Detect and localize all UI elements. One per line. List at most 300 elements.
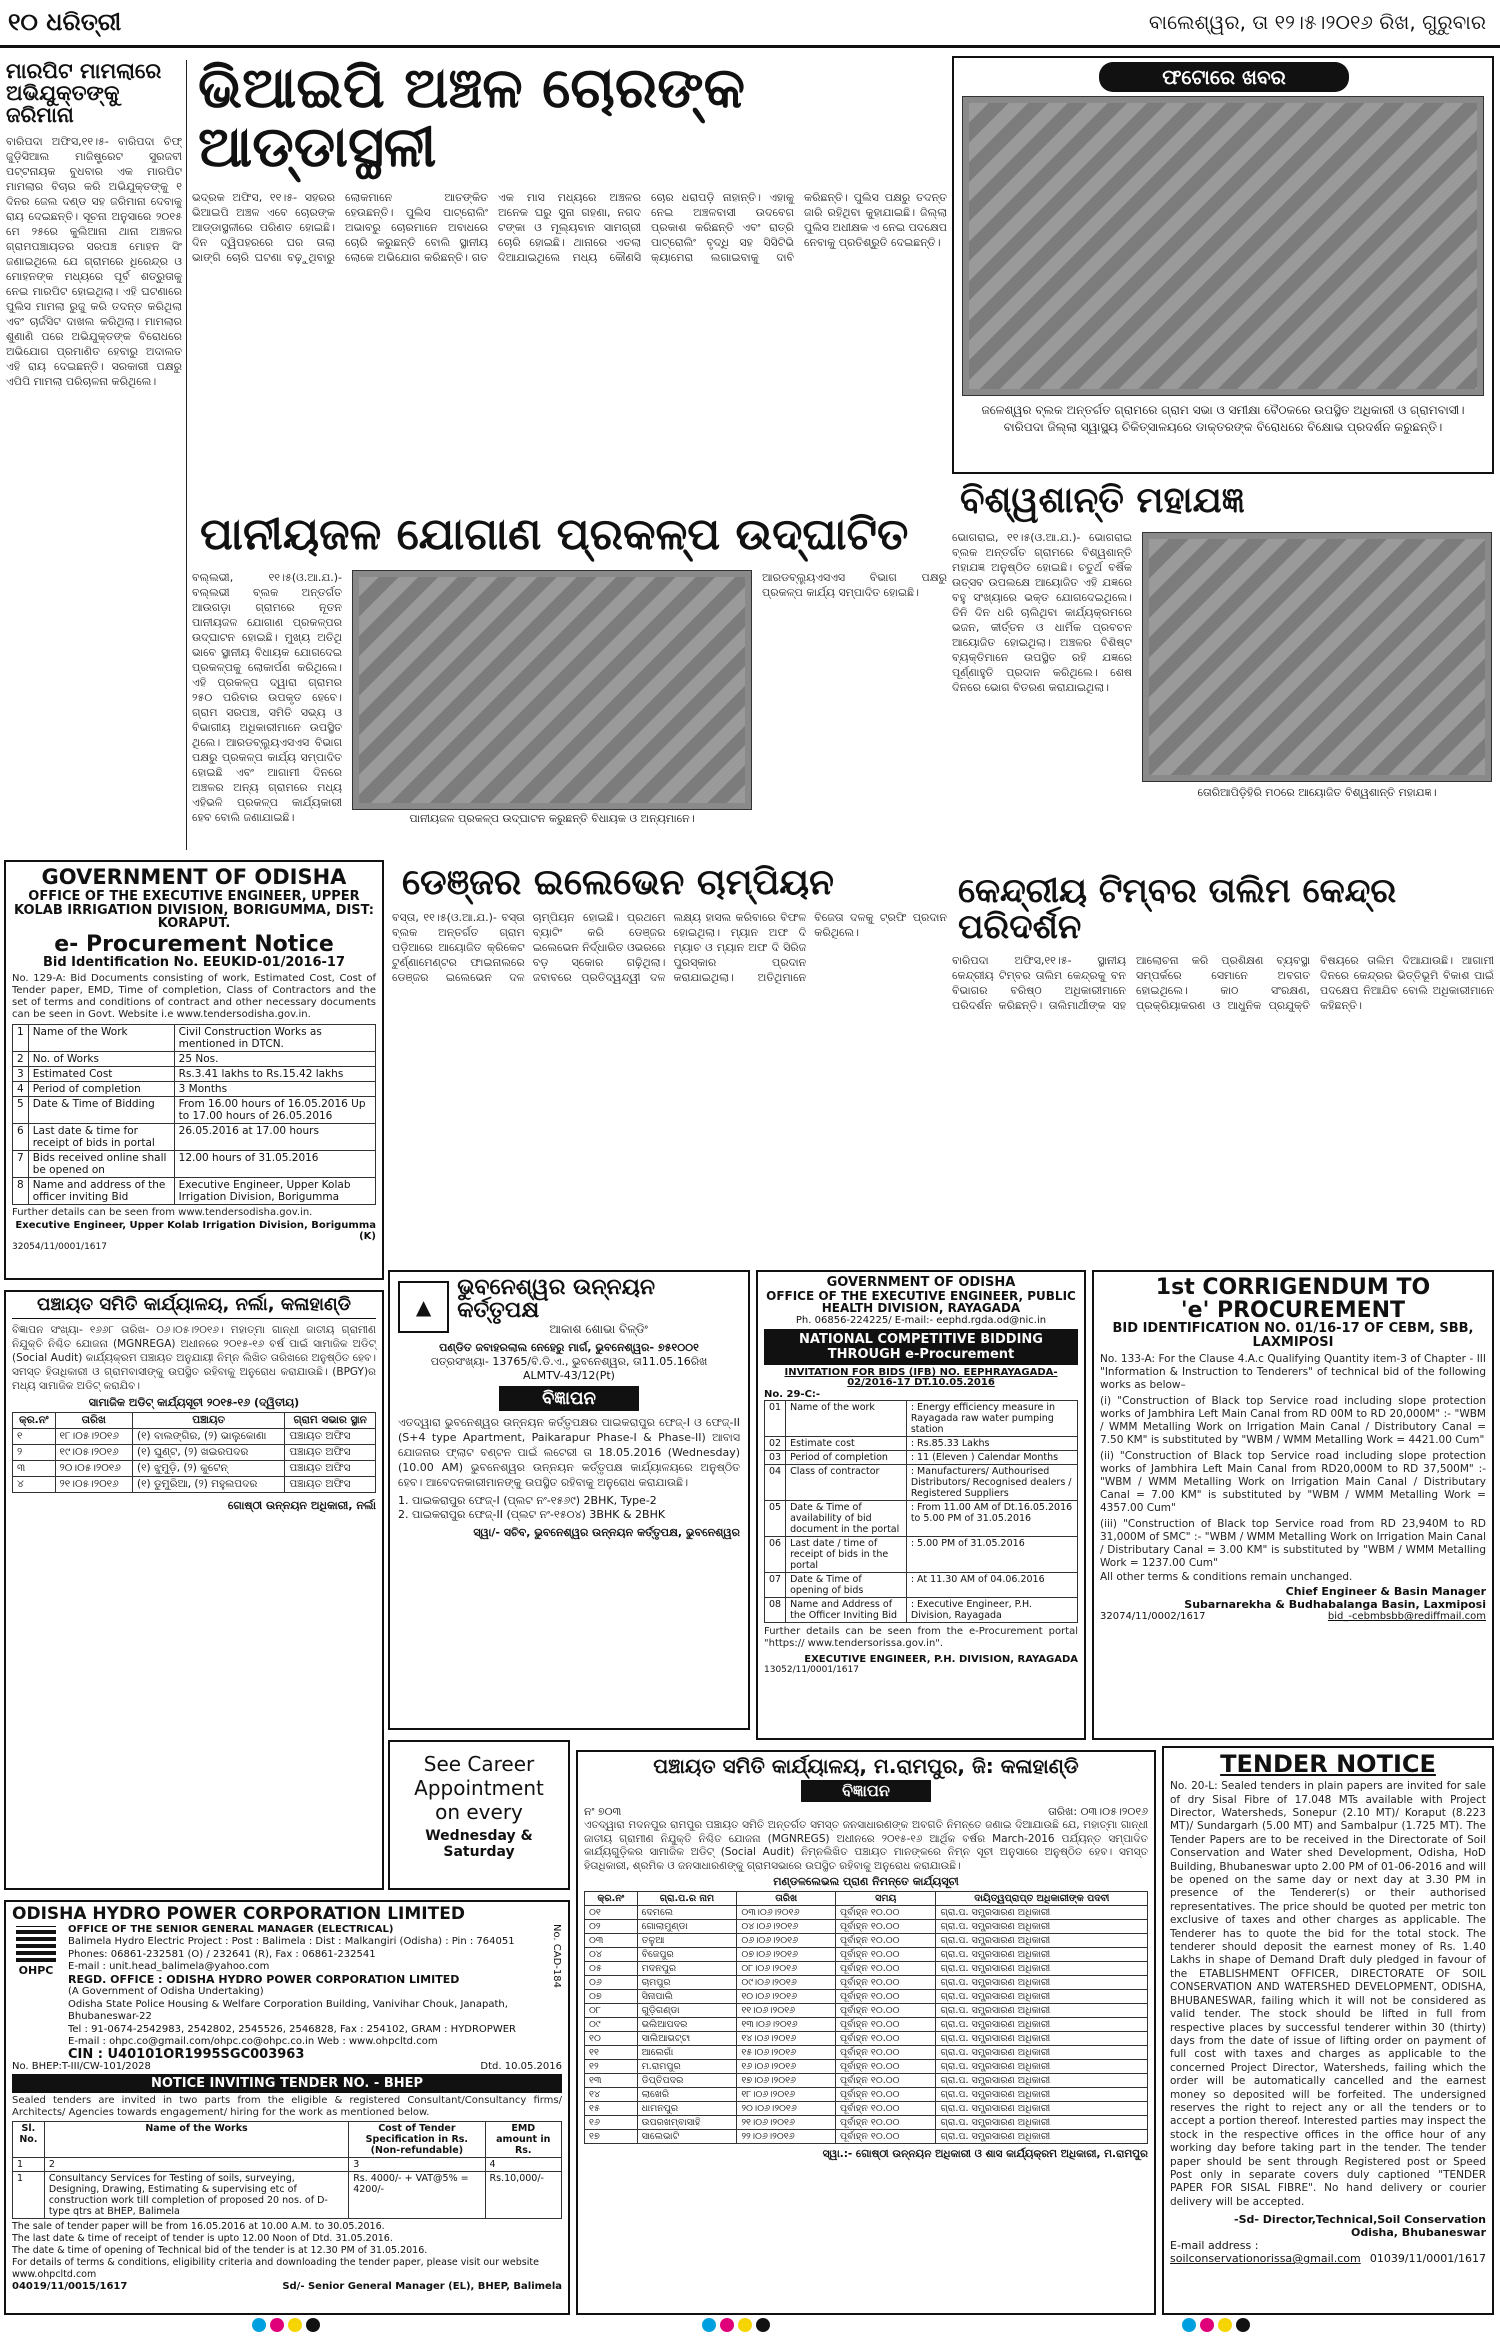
kolab-ref: 32054/11/0001/1617 — [12, 1241, 107, 1252]
mrampur-row — [585, 2073, 1148, 2087]
registration-marks-mid — [700, 2317, 772, 2331]
ohpc-foot3: The date & time of opening of Technical bid of the tender is at 12.30 PM of 31.05.2016. — [12, 2245, 428, 2257]
page-number: ୧୦ ଧରିତ୍ରୀ — [8, 8, 122, 36]
table-cell: ଗ୍ରା.ପ. ସମ୍ପ୍ରସାରଣ ଅଧିକାରୀ — [936, 1947, 1148, 1961]
table-cell: ପୂର୍ବାହ୍ନ ୧୦.୦୦ — [836, 2129, 936, 2143]
table-cell: ପୂର୍ବାହ୍ନ ୧୦.୦୦ — [836, 1975, 936, 1989]
table-cell: ତଳୁଆ — [637, 1933, 737, 1947]
table-cell: (୧) ଘୁଣ୍ଟ, (୨) ଖଇରପଦର — [132, 1445, 284, 1461]
kolab-row — [13, 1150, 376, 1177]
kolab-row — [13, 1081, 376, 1096]
career-line3: on every — [435, 1800, 523, 1824]
mrampur-table-title: ମଣ୍ଡଳଲେଭଲ ପ୍ରାଣ ନିମନ୍ତେ କାର୍ଯ୍ୟସୂଚୀ — [773, 1875, 959, 1888]
phd-sign: EXECUTIVE ENGINEER, P.H. DIVISION, RAYAGADA — [804, 1653, 1078, 1665]
table-cell: ୧ — [13, 1429, 56, 1445]
table-cell: ମଦନପୁର — [637, 1961, 737, 1975]
ohpc-sign: 04019/11/0015/1617 Sd/- Senior General Manager (EL), BHEP, Balimela — [12, 2281, 562, 2293]
table-cell: 3 — [349, 2158, 485, 2172]
kolab-row — [13, 1066, 376, 1081]
table-cell: ୧୧।୦୬।୨୦୧୬ — [737, 2003, 836, 2017]
table-cell: ଦେମଲେ — [637, 1905, 737, 1919]
photo-news — [952, 56, 1494, 474]
mrampur-row — [585, 1961, 1148, 1975]
ad-ohpc — [4, 1900, 570, 2315]
mrampur-row — [585, 1989, 1148, 2003]
dateline: ବାଲେଶ୍ୱର, ତା ୧୨।୫।୨୦୧୬ ରିଖ, ଗୁରୁବାର — [1148, 10, 1486, 34]
table-cell: ଗ୍ରା.ପ. ସମ୍ପ୍ରସାରଣ ଅଧିକାରୀ — [936, 2115, 1148, 2129]
tender-email: soilconservationorissa@gmail.com 01039/11/0001/1617 — [1170, 2252, 1486, 2266]
table-cell: : At 11.30 AM of 04.06.2016 — [906, 1572, 1077, 1597]
phd-row — [765, 1436, 1078, 1450]
ohpc-office: OFFICE OF THE SENIOR GENERAL MANAGER (ELECTRICAL) — [68, 1923, 394, 1935]
tender-sign1: -Sd- Director,Technical,Soil Conservation — [1234, 2213, 1486, 2227]
mrampur-row — [585, 1933, 1148, 1947]
table-header-cell: Name of the Works — [44, 2122, 348, 2158]
narla-row — [13, 1445, 376, 1461]
table-cell: Name of the work — [786, 1400, 907, 1436]
table-cell: ପଞ୍ଚାୟତ ଅଫିସ — [285, 1461, 376, 1477]
table-cell: Name of the Work — [28, 1024, 174, 1051]
table-cell: ପୂର୍ବାହ୍ନ ୧୦.୦୦ — [836, 2017, 936, 2031]
table-cell: 2 — [44, 2158, 348, 2172]
table-cell: ପୂର୍ବାହ୍ନ ୧୦.୦୦ — [836, 1989, 936, 2003]
table-cell: ୧୭।୦୬।୨୦୧୬ — [737, 2073, 836, 2087]
table-cell: ୦୨ — [585, 1919, 638, 1933]
table-cell: ଗ୍ରା.ପ. ସମ୍ପ୍ରସାରଣ ଅଧିକାରୀ — [936, 2073, 1148, 2087]
table-cell: (୧) ବାଲଙ୍ଗିର, (୨) ଭାଲୁକୋଣା — [132, 1429, 284, 1445]
table-cell: ଗ୍ରା.ପ. ସମ୍ପ୍ରସାରଣ ଅଧିକାରୀ — [936, 1905, 1148, 1919]
table-cell: ୧୧ — [585, 2045, 638, 2059]
table-cell: 08 — [765, 1597, 786, 1622]
table-cell: 12.00 hours of 31.05.2016 — [174, 1150, 375, 1177]
table-cell: ଗ୍ରା.ପ. ସମ୍ପ୍ରସାରଣ ଅଧିକାରୀ — [936, 2087, 1148, 2101]
table-cell: ୧୦ — [585, 2031, 638, 2045]
career-line4: Wednesday & Saturday — [425, 1828, 533, 1860]
ohpc-ad-no: No. CAD-184 — [551, 1923, 562, 1988]
table-cell: 04 — [765, 1464, 786, 1500]
mrampur-row — [585, 1905, 1148, 1919]
kolab-bid-id: Bid Identification No. EEUKID-01/2016-17 — [42, 955, 345, 971]
kolab-sign: Executive Engineer, Upper Kolab Irrigation Division, Borigumma (K) — [15, 1219, 376, 1242]
tender-body: No. 20-L: Sealed tenders in plain papers are invited for sale of dry Sisal Fibre of 17.048 MTs available with Project Director, Watersheds, Sonepur (2.10 MT)/ Koraput (8.223 MT)/ Sundargarh (5.00 MT) and Sambalpur (1.725 MT). The Tender Papers are to be received in the Directorate of Soil Conservation and Water shed Development, Odisha, HoD Building, Bhubaneswar upto 2.00 PM of 01-06-2016 and will be opened on the same day or next day at 3.30 PM in presence of the Tenderer(s) or their authorised representatives. The price should be quoted per metric ton exclusive of taxes and other charges as applicable. The Tenderer has to quote the bid for the total stock. The tenderer should deposit the earnest money of Rs. 1.40 Lakhs in shape of Demand Draft duly pledged in favour of the ETABLISHMENT OFFICER, DIRECTORATE OF SOIL CONSERVATION AND WATERSHED DEVELOPMENT, ODISHA, BHUBANESWAR, failing which it will not be considered as valid tender. The stock should be lifted in full from respective places by successful tenderer within 30 (thirty) days from the date of issue of lifting order on payment of full cost with taxes and charges as applicable to the concerned Project Director, Watersheds, failing which the order will be automatically cancelled and the earnest money so deposited will be forfeited. The undersigned reserves the right to reject any or all the tenders or to accept a portion thereof. Interested parties may inspect the stock in the respective offices in the office hour of any working day before taking part in the tender. The tender paper should be sent through Registered post or Speed Post only in separate covers duly captioned "TENDER PAPER FOR SISAL FIBRE". No hand delivery or courier delivery will be accepted. — [1170, 1780, 1486, 2208]
mrampur-title: ପଞ୍ଚାୟତ ସମିତି କାର୍ଯ୍ୟାଳୟ, ମ.ରାମପୁର, ଜି: କଳାହାଣ୍ଡି — [653, 1754, 1079, 1778]
table-cell: ପୂର୍ବାହ୍ନ ୧୦.୦୦ — [836, 2073, 936, 2087]
kolab-title2: OFFICE OF THE EXECUTIVE ENGINEER, UPPER KOLAB IRRIGATION DIVISION, BORIGUMMA, DIST: KORAPUT. — [13, 889, 375, 932]
ohpc-tel: Tel : 91-0674-2542983, 2542802, 2545526, 2546828, Fax : 254102, GRAM : HYDROPWER — [68, 2023, 516, 2035]
table-cell: ଚାମପୁର — [637, 1975, 737, 1989]
registration-marks-left — [250, 2317, 322, 2331]
table-cell: ଧାମନପୁର — [637, 2101, 737, 2115]
ohpc-regd: REGD. OFFICE : ODISHA HYDRO POWER CORPORATION LIMITED — [68, 1972, 460, 1986]
table-cell: ୧୩।୦୬।୨୦୧୬ — [737, 2017, 836, 2031]
registration-marks-right — [1180, 2317, 1252, 2331]
table-cell: Rs. 4000/- + VAT@5% = 4200/- — [349, 2172, 485, 2219]
table-cell: ୧୭ — [585, 2129, 638, 2143]
table-header-cell: Cost of Tender Specification in Rs. (Non-refundable) — [349, 2122, 485, 2158]
ohpc-project: Balimela Hydro Electric Project : Post : Balimela : Dist : Malkangiri (Odisha) : Pin : 764051 — [68, 1936, 515, 1948]
table-cell: ୧୮।୦୬।୨୦୧୬ — [737, 2087, 836, 2101]
ad-narla — [4, 1290, 384, 1890]
mrampur-row — [585, 2129, 1148, 2143]
phd-row — [765, 1400, 1078, 1436]
kolab-row — [13, 1051, 376, 1066]
table-cell: ପୂର୍ବାହ୍ନ ୧୦.୦୦ — [836, 2031, 936, 2045]
yagna-story — [952, 480, 1494, 865]
water-body-2: ଆରଡବ୍ଲ୍ୟୁଏସଏସ ବିଭାଗ ପକ୍ଷରୁ ପ୍ରକଳ୍ପ କାର୍ଯ୍ୟ ସମ୍ପାଦିତ ହୋଇଛି। — [762, 571, 947, 599]
table-cell: ବିଜେପୁର — [637, 1947, 737, 1961]
table-cell: Name and Address of the Officer Inviting Bid — [786, 1597, 907, 1622]
table-cell: 6 — [13, 1123, 29, 1150]
corr-foot: All other terms & conditions remain unchanged. — [1100, 1571, 1353, 1584]
table-cell: Executive Engineer, Upper Kolab Irrigation Division, Borigumma — [174, 1177, 375, 1204]
table-cell: 5 — [13, 1096, 29, 1123]
corr-sign1: Chief Engineer & Basin Manager — [1285, 1585, 1486, 1599]
kolab-title1: GOVERNMENT OF ODISHA — [41, 865, 347, 889]
table-header-cell: EMD amount in Rs. — [485, 2122, 561, 2158]
mrampur-row — [585, 2045, 1148, 2059]
narla-table-title: ସାମାଜିକ ଅଡିଟ୍ କାର୍ଯ୍ୟସୂଚୀ ୨୦୧୫-୧୬ (ଦ୍ୱିତୀୟ) — [88, 1395, 300, 1409]
phd-row — [765, 1450, 1078, 1464]
table-cell: Name and address of the officer inviting Bid — [28, 1177, 174, 1204]
bda-item-2: 2. ପାଇକରାପୁର ଫେଜ୍-II (ପ୍ଲଟ ନଂ-୧୫୦୪) 3BHK & 2BHK — [398, 1508, 666, 1522]
ohpc-govt: (A Government of Odisha Undertaking) — [68, 1986, 264, 1998]
table-cell: 05 — [765, 1500, 786, 1536]
bda-title: ଭୁବନେଶ୍ୱର ଉନ୍ନୟନ କର୍ତ୍ତୃପକ୍ଷ — [457, 1275, 655, 1324]
narla-table — [12, 1412, 376, 1493]
phd-contact: Ph. 06856-224225/ E-mail:- eephd.rgda.od@nic.in — [795, 1314, 1047, 1326]
table-header-cell: ଗ୍ରା.ପ.ର ନାମ — [637, 1891, 737, 1905]
table-cell: ପୂର୍ବାହ୍ନ ୧୦.୦୦ — [836, 1933, 936, 1947]
kolab-row — [13, 1096, 376, 1123]
table-cell: ଆଲେଗାଁ — [637, 2045, 737, 2059]
table-cell: ଗ୍ରା.ପ. ସମ୍ପ୍ରସାରଣ ଅଧିକାରୀ — [936, 2045, 1148, 2059]
table-header-cell: ଗ୍ରାମ ସଭାର ସ୍ଥାନ — [285, 1413, 376, 1429]
tender-title: TENDER NOTICE — [1220, 1750, 1436, 1778]
table-cell: ୦୪ — [585, 1947, 638, 1961]
corr-ref: 32074/11/0002/1617 bid_-cebmbsbb@rediffmail.com — [1100, 1611, 1486, 1623]
table-cell: ୧୫ — [585, 2101, 638, 2115]
mrampur-sign: ସ୍ୱା.:- ଗୋଷ୍ଠୀ ଉନ୍ନୟନ ଅଧିକାରୀ ଓ ଶାସ କାର୍ଯ୍ୟକ୍ରମ ଅଧିକାରୀ, ମ.ରାମପୁର — [822, 2147, 1148, 2160]
table-cell: : Executive Engineer, P.H. Division, Rayagada — [906, 1597, 1077, 1622]
table-cell: ଗ୍ରା.ପ. ସମ୍ପ୍ରସାରଣ ଅଧିକାରୀ — [936, 1919, 1148, 1933]
ohpc-foot1: The sale of tender paper will be from 16.05.2016 at 10.00 A.M. to 30.05.2016. — [12, 2221, 385, 2233]
table-cell: ୦୬।୦୬।୨୦୧୬ — [737, 1933, 836, 1947]
table-cell: ୧୨ — [585, 2059, 638, 2073]
table-cell: ଗୋଲାମୁଣ୍ଡା — [637, 1919, 737, 1933]
table-cell: ସାଲେଭାଟି — [637, 2129, 737, 2143]
corr-bid: BID IDENTIFICATION NO. 01/16-17 OF CEBM, SBB, LAXMIPOSI — [1112, 1321, 1474, 1350]
corr-intro: No. 133-A: For the Clause 4.A.c Qualifying Quantity item-3 of Chapter - III "Information & Instruction to Tenderers" of technical bid of the following works as below– — [1100, 1353, 1486, 1392]
table-cell: Date & Time of Bidding — [28, 1096, 174, 1123]
table-cell: 07 — [765, 1572, 786, 1597]
table-cell: ଗ୍ରା.ପ. ସମ୍ପ୍ରସାରଣ ଅଧିକାରୀ — [936, 2129, 1148, 2143]
bda-body: ଏତଦ୍ୱାରା ଭୁବନେଶ୍ୱର ଉନ୍ନୟନ କର୍ତ୍ତୃପକ୍ଷର ପାଇକରାପୁର ଫେଜ୍-I ଓ ଫେଜ୍-II (S+4 type Apartment, Paikarapur Phase-I & Phase-II) ଆବାସ ଯୋଜନାର ଫ୍ଲାଟ ବଣ୍ଟନ ପାଇଁ ଲଟେରୀ ତା 18.05.2016 (Wednesday) (10.00 AM) ଭୁବନେଶ୍ୱର ଉନ୍ନୟନ କର୍ତ୍ତୃପକ୍ଷ କାର୍ଯ୍ୟାଳୟରେ ଅନୁଷ୍ଠିତ ହେବ। ଆବେଦନକାରୀମାନଙ୍କୁ ଉପସ୍ଥିତ ରହିବାକୁ ଅନୁରୋଧ କରାଯାଉଛି। — [398, 1416, 740, 1490]
table-cell: ୨ — [13, 1445, 56, 1461]
table-cell: ୦୧ — [585, 1905, 638, 1919]
table-cell: ଭଲିଆପଦର — [637, 2017, 737, 2031]
table-cell: ଉପରଖମ୍ବାସାହି — [637, 2115, 737, 2129]
bda-notice-label: ବିଜ୍ଞାପନ — [499, 1386, 639, 1411]
phd-ref: 13052/11/0001/1617 — [764, 1664, 859, 1675]
table-cell: ଗ୍ରା.ପ. ସମ୍ପ୍ରସାରଣ ଅଧିକାରୀ — [936, 2059, 1148, 2073]
table-cell: ପୂର୍ବାହ୍ନ ୧୦.୦୦ — [836, 1961, 936, 1975]
yagna-body: ଭୋଗରାଇ, ୧୧।୫(ଓ.ଆ.ଯ.)- ଭୋଗରାଇ ବ୍ଲକ ଅନ୍ତର୍ଗତ ଗ୍ରାମରେ ବିଶ୍ୱଶାନ୍ତି ମହାଯଜ୍ଞ ଅନୁଷ୍ଠିତ ହୋଇଛି। ଚତୁର୍ଥ ବର୍ଷିକ ଉତ୍ସବ ଉପଲକ୍ଷେ ଆୟୋଜିତ ଏହି ଯଜ୍ଞରେ ବହୁ ସଂଖ୍ୟାରେ ଭକ୍ତ ଯୋଗଦେଇଥିଲେ। ତିନି ଦିନ ଧରି ଚାଲିଥିବା କାର୍ଯ୍ୟକ୍ରମରେ ଭଜନ, କୀର୍ତ୍ତନ ଓ ଧାର୍ମିକ ପ୍ରବଚନ ଆୟୋଜିତ ହୋଇଥିଲା। ଅଞ୍ଚଳର ବିଶିଷ୍ଟ ବ୍ୟକ୍ତିମାନେ ଉପସ୍ଥିତ ରହି ଯଜ୍ଞରେ ପୂର୍ଣ୍ଣାହୁତି ପ୍ରଦାନ କରିଥିଲେ। ଶେଷ ଦିନରେ ଭୋଗ ବିତରଣ କରାଯାଇଥିଲା। — [952, 531, 1132, 694]
lead-headline: ଭିଆଇପି ଅଞ୍ଚଳ ଚୋରଙ୍କ ଆଡ୍ଡାସ୍ଥଳୀ — [198, 56, 746, 180]
ad-tender — [1162, 1746, 1494, 2315]
ad-kolab — [4, 860, 384, 1280]
table-cell: ୦୫ — [585, 1961, 638, 1975]
table-cell: ୦୪।୦୬।୨୦୧୬ — [737, 1919, 836, 1933]
table-cell: 03 — [765, 1450, 786, 1464]
ohpc-row — [13, 2172, 562, 2219]
mrampur-body: ଏତଦ୍ୱାରା ମଦନପୁର ରାମପୁର ପଞ୍ଚାୟତ ସମିତି ଅନ୍ତର୍ଗତ ସମସ୍ତ ଜନସାଧାରଣଙ୍କ ଅବଗତି ନିମନ୍ତେ ଜଣାଇ ଦିଆଯାଉଛି ଯେ, ମହାତ୍ମା ଗାନ୍ଧୀ ଜାତୀୟ ଗ୍ରାମୀଣ ନିଯୁକ୍ତି ନିଶ୍ଚିତ ଯୋଜନା (MGNREGS) ଅଧୀନରେ ୨୦୧୫-୧୬ ଆର୍ଥିକ ବର୍ଷର March-2016 ପର୍ଯ୍ୟନ୍ତ ସମ୍ପାଦିତ କାର୍ଯ୍ୟଗୁଡ଼ିକର ସାମାଜିକ ଅଡିଟ୍ (Social Audit) ନିମ୍ନଲିଖିତ ପଞ୍ଚାୟତ ମାନଙ୍କରେ ନିମ୍ନ ସୂଚୀ ଅନୁସାରେ ଅନୁଷ୍ଠିତ ହେବ। ସମସ୍ତ ହିତାଧିକାରୀ, ଶ୍ରମିକ ଓ ଜନସାଧାରଣଙ୍କୁ ଗ୍ରାମସଭାରେ ଉପସ୍ଥିତ ରହିବାକୁ ଅନୁରୋଧ କରାଯାଉଛି। — [584, 1819, 1148, 1872]
table-cell: ପୂର୍ବାହ୍ନ ୧୦.୦୦ — [836, 2045, 936, 2059]
mrampur-table — [584, 1891, 1148, 2144]
table-cell: From 16.00 hours of 16.05.2016 Up to 17.00 hours of 26.05.2016 — [174, 1096, 375, 1123]
phd-banner: NATIONAL COMPETITIVE BIDDING THROUGH e-Procurement — [764, 1329, 1078, 1365]
table-cell: ୦୭ — [585, 1989, 638, 2003]
yagna-photo — [1142, 532, 1492, 782]
table-cell: ପୂର୍ବାହ୍ନ ୧୦.୦୦ — [836, 2101, 936, 2115]
table-cell: Date & Time of availability of bid document in the portal — [786, 1500, 907, 1536]
ohpc-web: E-mail : ohpc.co@gmail.com/ohpc.co@ohpc.co.in Web : www.ohpcltd.com — [68, 2036, 438, 2048]
water-photo — [352, 570, 752, 810]
table-cell: ୦୮ — [585, 2003, 638, 2017]
cricket-story — [392, 860, 947, 1265]
left-story-body: ବାରିପଦା ଅଫିସ,୧୧।୫- ବାରିପଦା ଚିଫ୍ ଜୁଡ଼ିସିଆଲ ମାଜିଷ୍ଟ୍ରେଟ ସୁରଜବୀ ପଟ୍ଟନାୟକ ବୁଧବାର ଏକ ମାରପିଟ ମାମଲାର ବିଚାର କରି ଅଭିଯୁକ୍ତଙ୍କୁ ୧ ଦିନର ଜେଲ ଦଣ୍ଡ ସହ ଜରିମାନା ଦେବାକୁ ରାୟ ଦେଇଛନ୍ତି। ସୂଚନା ଅନୁସାରେ ୨୦୧୫ ମେ ୨୫ରେ କୁଲିଆନା ଥାନା ଅଞ୍ଚଳର ଗ୍ରାମପଞ୍ଚାୟତର ସରପଞ୍ଚ ମୋହନ ସିଂ ଜଣାଇଥିଲେ ଯେ ଗ୍ରାମରେ ଧିରେନ୍ଦ୍ର ଓ ମୋହନଙ୍କ ମଧ୍ୟରେ ପୂର୍ବ ଶତ୍ରୁତାକୁ ନେଇ ମାରପିଟ ହୋଇଥିଲା। ଏହି ଘଟଣାରେ ପୁଲିସ ମାମଲା ରୁଜୁ କରି ତଦନ୍ତ କରିଥିଲା ଏବଂ ଚାର୍ଜସିଟ ଦାଖଲ କରିଥିଲା। ମାମଲାର ଶୁଣାଣି ପରେ ଅଭିଯୁକ୍ତଙ୍କ ବିରୋଧରେ ଅଭିଯୋଗ ପ୍ରମାଣିତ ହେବାରୁ ଅଦାଲତ ଏହି ରାୟ ଦେଇଛନ୍ତି। ସରକାରୀ ପକ୍ଷରୁ ଏପିପି ମାମଲା ପରିଚାଳନା କରିଥିଲେ। — [6, 135, 182, 389]
table-cell: ୦୩ — [585, 1933, 638, 1947]
table-cell: (୧) ଡୁମୁରିଆ, (୨) ମହୁଲପଦର — [132, 1477, 284, 1493]
table-cell: : Manufacturers/ Authourised Distributors/ Recognised dealers / Registered Suppliers — [906, 1464, 1077, 1500]
table-cell: ୧୬ — [585, 2115, 638, 2129]
table-cell: ୦୯ — [585, 2017, 638, 2031]
ad-career — [388, 1740, 570, 1890]
table-cell: ୧୪।୦୬।୨୦୧୬ — [737, 2031, 836, 2045]
corr-title2: 'e' PROCUREMENT — [1180, 1298, 1406, 1324]
phd-row — [765, 1536, 1078, 1572]
table-cell: ପଞ୍ଚାୟତ ଅଫିସ — [285, 1429, 376, 1445]
table-cell: 3 — [13, 1066, 29, 1081]
table-cell: No. of Works — [28, 1051, 174, 1066]
table-cell: 02 — [765, 1436, 786, 1450]
ad-phd — [756, 1270, 1086, 1740]
phd-foot: Further details can be seen from the e-Procurement portal "https:// www.tendersorissa.gov.in". — [764, 1625, 1078, 1649]
table-cell: ୧୦।୦୬।୨୦୧୬ — [737, 1989, 836, 2003]
table-header-cell: କ୍ର.ନଂ — [585, 1891, 638, 1905]
bda-letter: ପତ୍ରସଂଖ୍ୟା- 13765/ବି.ଡି.ଏ., ଭୁବନେଶ୍ୱର, ତା11.05.16ରିଖ — [430, 1355, 708, 1369]
table-cell: Period of completion — [28, 1081, 174, 1096]
table-cell: 25 Nos. — [174, 1051, 375, 1066]
ohpc-addr: Odisha State Police Housing & Welfare Corporation Building, Vanivihar Chouk, Janapath, Bhubaneswar-22 — [68, 1998, 508, 2023]
narla-row — [13, 1429, 376, 1445]
ohpc-foot2: The last date & time of receipt of tender is upto 12.00 Noon of Dtd. 31.05.2016. — [12, 2233, 393, 2245]
table-cell: 06 — [765, 1536, 786, 1572]
table-cell: ୨୦।୦୬।୨୦୧୬ — [737, 2101, 836, 2115]
table-header-cell: ତାରିଖ — [737, 1891, 836, 1905]
bda-item-1: 1. ପାଇକରାପୁର ଫେଜ୍-I (ପ୍ଲଟ ନଂ-୧୫୬୯) 2BHK, Type-2 — [398, 1494, 657, 1508]
photo-news-tag: ଫଟୋରେ ଖବର — [1099, 62, 1349, 92]
table-cell: Date & Time of opening of bids — [786, 1572, 907, 1597]
table-cell: ଗୁଡ଼ିଗଣ୍ଡା — [637, 2003, 737, 2017]
corr-item-3: (iii) "Construction of Black top Service road from RD 23,940M to RD 31,000M of SMC" :- "WBM / WMM Metalling Work on Irrigation Main Canal / Distributary Canal = 3.00 KM" is substituted by "WBM / WMM Metalling Work = 1237.00 Cum" — [1100, 1518, 1486, 1570]
table-cell: ଗ୍ରା.ପ. ସମ୍ପ୍ରସାରଣ ଅଧିକାରୀ — [936, 1989, 1148, 2003]
ohpc-row — [13, 2158, 562, 2172]
mrampur-row — [585, 2101, 1148, 2115]
ohpc-phone: Phones: 06861-232581 (O) / 232641 (R), Fax : 06861-232541 — [68, 1948, 376, 1960]
table-cell: ଡିପ୍ତିପଦର — [637, 2073, 737, 2087]
phd-title2: OFFICE OF THE EXECUTIVE ENGINEER, PUBLIC HEALTH DIVISION, RAYAGADA — [766, 1288, 1076, 1316]
mrampur-meta: ନଂ ୭୦୩ ତାରିଖ: ୦୩।୦୫।୨୦୧୬ — [584, 1805, 1148, 1818]
kolab-foot: Further details can be seen from www.tendersodisha.gov.in. — [12, 1206, 313, 1218]
table-cell: ୧୬।୦୬।୨୦୧୬ — [737, 2059, 836, 2073]
table-cell: Estimate cost — [786, 1436, 907, 1450]
kolab-row — [13, 1024, 376, 1051]
phd-row — [765, 1464, 1078, 1500]
mrampur-row — [585, 2017, 1148, 2031]
table-cell: Last date & time for receipt of bids in portal — [28, 1123, 174, 1150]
water-story — [192, 510, 947, 850]
phd-row — [765, 1500, 1078, 1536]
tender-sign2: Odisha, Bhubaneswar — [1351, 2226, 1486, 2240]
table-cell: ପୂର୍ବାହ୍ନ ୧୦.୦୦ — [836, 2087, 936, 2101]
table-cell: 4 — [485, 2158, 561, 2172]
ad-mrampur — [576, 1750, 1156, 2315]
table-cell: ୦୯।୦୬।୨୦୧୬ — [737, 1975, 836, 1989]
ohpc-banner: NOTICE INVITING TENDER NO. - BHEP — [12, 2074, 562, 2093]
table-cell: ପଞ୍ଚାୟତ ଅଫିସ — [285, 1477, 376, 1493]
lead-story — [192, 56, 947, 496]
timber-body: ବାରିପଦା ଅଫିସ,୧୧।୫- ସ୍ଥାନୀୟ କେନ୍ଦ୍ରୀୟ ଟିମ୍ବର ତାଲିମ କେନ୍ଦ୍ରକୁ ବନ ବିଭାଗର ବରିଷ୍ଠ ଅଧିକାରୀମାନେ ପରିଦର୍ଶନ କରିଛନ୍ତି। ତାଲିମାର୍ଥୀଙ୍କ ସହ ଆଲୋଚନା କରି ପ୍ରଶିକ୍ଷଣ ବ୍ୟବସ୍ଥା ସମ୍ପର୍କରେ ସେମାନେ ଅବଗତ ହୋଇଥିଲେ। କାଠ ସଂରକ୍ଷଣ, ପ୍ରକ୍ରିୟାକରଣ ଓ ଆଧୁନିକ ପ୍ରଯୁକ୍ତି ବିଷୟରେ ତାଲିମ ଦିଆଯାଉଛି। ଆଗାମୀ ଦିନରେ କେନ୍ଦ୍ରର ଭିତ୍ତିଭୂମି ବିକାଶ ପାଇଁ ପଦକ୍ଷେପ ନିଆଯିବ ବୋଲି ଅଧିକାରୀମାନେ କହିଛନ୍ତି। — [952, 954, 1494, 1013]
corr-title1: 1st CORRIGENDUM TO — [1155, 1275, 1431, 1300]
narla-body: ବିଜ୍ଞାପନ ସଂଖ୍ୟା- ୧୬୬୮ ତାରିଖ- ୦୬।୦୫।୨୦୧୬। ମହାତ୍ମା ଗାନ୍ଧୀ ଜାତୀୟ ଗ୍ରାମୀଣ ନିଯୁକ୍ତି ନିଶ୍ଚିତ ଯୋଜନା (MGNREGA) ଅଧୀନରେ ୨୦୧୫-୧୬ ବର୍ଷ ପାଇଁ ସାମାଜିକ ଅଡିଟ୍ (Social Audit) କାର୍ଯ୍ୟକ୍ରମ ପଞ୍ଚାୟତ ଅନୁଯାୟୀ ନିମ୍ନ ଲିଖିତ ତାରିଖରେ ଅନୁଷ୍ଠିତ ହେବ। ସମସ୍ତ ହିତାଧିକାରୀ ଓ ଗ୍ରାମବାସୀଙ୍କୁ ଉପସ୍ଥିତ ରହିବାକୁ ଅନୁରୋଧ କରାଯାଉଛି। (BPGY)ର ମଧ୍ୟ ସାମାଜିକ ଅଡିଟ୍ କରାଯିବ। — [12, 1323, 376, 1392]
mrampur-row — [585, 2003, 1148, 2017]
water-caption: ପାନୀୟଜଳ ପ୍ରକଳ୍ପ ଉଦ୍‌ଘାଟନ କରୁଛନ୍ତି ବିଧାୟକ ଓ ଅନ୍ୟମାନେ। — [409, 812, 695, 825]
table-cell: ୧୮।୦୫।୨୦୧୬ — [55, 1429, 132, 1445]
table-cell: ଗ୍ରା.ପ. ସମ୍ପ୍ରସାରଣ ଅଧିକାରୀ — [936, 1961, 1148, 1975]
kolab-title3: e- Procurement Notice — [54, 931, 334, 957]
table-cell: ୩ — [13, 1461, 56, 1477]
narla-row — [13, 1461, 376, 1477]
table-cell: : Energy efficiency measure in Rayagada raw water pumping station — [906, 1400, 1077, 1436]
masthead — [0, 0, 1500, 48]
kolab-table — [12, 1024, 376, 1205]
table-cell: Bids received online shall be opened on — [28, 1150, 174, 1177]
ohpc-cin: CIN : U40101OR1995SGC003963 — [68, 2046, 305, 2062]
mrampur-row — [585, 2087, 1148, 2101]
table-cell: ପଞ୍ଚାୟତ ଅଫିସ — [285, 1445, 376, 1461]
photo-news-caption: ଜଳେଶ୍ୱର ବ୍ଲକ ଅନ୍ତର୍ଗତ ଗ୍ରାମରେ ଗ୍ରାମ ସଭା ଓ ସମୀକ୍ଷା ବୈଠକରେ ଉପସ୍ଥିତ ଅଧିକାରୀ ଓ ଗ୍ରାମବାସୀ। ବାରିପଦା ଜିଲ୍ଲା ସ୍ୱାସ୍ଥ୍ୟ ଚିକିତ୍ସାଳୟରେ ଡାକ୍ତରଙ୍କ ବିରୋଧରେ ବିକ୍ଷୋଭ ପ୍ରଦର୍ଶନ କରୁଛନ୍ତି। — [981, 403, 1465, 434]
table-cell: ୧୯।୦୫।୨୦୧୬ — [55, 1445, 132, 1461]
table-header-cell: Sl. No. — [13, 2122, 45, 2158]
table-cell: 1 — [13, 1024, 29, 1051]
yagna-headline: ବିଶ୍ୱଶାନ୍ତି ମହାଯଜ୍ଞ — [960, 480, 1245, 521]
table-cell: ୨୧।୦୫।୨୦୧୬ — [55, 1477, 132, 1493]
table-header-cell: କ୍ର.ନଂ — [13, 1413, 56, 1429]
table-cell: ଗ୍ରା.ପ. ସମ୍ପ୍ରସାରଣ ଅଧିକାରୀ — [936, 2031, 1148, 2045]
corr-item-2: (ii) "Construction of Black top Service road including slope protection works of Jambhira Left Main Canal from RD20,000M to RD 37,500M" :- "WBM / WMM Metalling Work on Irrigation Main Canal / Distributary Canal = 7.00 KM" is substituted by "WBM / WMM Metalling Work = 4357.00 Cum" — [1100, 1450, 1486, 1515]
mrampur-row — [585, 1975, 1148, 1989]
table-cell: ୦୩।୦୬।୨୦୧୬ — [737, 1905, 836, 1919]
table-cell: Class of contractor — [786, 1464, 907, 1500]
ohpc-meta: No. BHEP:T-III/CW-101/2028 Dtd. 10.05.2016 — [12, 2061, 562, 2073]
table-cell: ସାଲିଆଭଟ୍ଟା — [637, 2031, 737, 2045]
bda-ref: ALMTV-43/12(Pt) — [523, 1369, 615, 1383]
ohpc-logo — [12, 1924, 60, 2062]
mrampur-row — [585, 2059, 1148, 2073]
table-cell: : 5.00 PM of 31.05.2016 — [906, 1536, 1077, 1572]
bda-address: ପଣ୍ଡିତ ଜବାହରଲାଲ ନେହେରୁ ମାର୍ଗ, ଭୁବନେଶ୍ୱର- ୭୫୧୦୦୧ — [439, 1341, 699, 1355]
table-cell: Civil Construction Works as mentioned in DTCN. — [174, 1024, 375, 1051]
table-cell: ୦୭।୦୬।୨୦୧୬ — [737, 1947, 836, 1961]
career-line1: See Career — [423, 1752, 535, 1776]
table-cell: ୦୮।୦୬।୨୦୧୬ — [737, 1961, 836, 1975]
table-cell: ପୂର୍ବାହ୍ନ ୧୦.୦୦ — [836, 2059, 936, 2073]
table-cell: ସିନାପାଲି — [637, 1989, 737, 2003]
kolab-row — [13, 1123, 376, 1150]
table-cell: (୧) ଝୁମୁଡ଼ି, (୨) କୁଟେନ୍ — [132, 1461, 284, 1477]
table-header-cell: ଦାୟିତ୍ୱପ୍ରାପ୍ତ ଅଧିକାରୀଙ୍କ ପଦବୀ — [936, 1891, 1148, 1905]
table-cell: 7 — [13, 1150, 29, 1177]
phd-row — [765, 1597, 1078, 1622]
table-cell: ପୂର୍ବାହ୍ନ ୧୦.୦୦ — [836, 2115, 936, 2129]
photo-news-image — [962, 96, 1484, 396]
narla-sign: ଗୋଷ୍ଠୀ ଉନ୍ନୟନ ଅଧିକାରୀ, ନର୍ଲା — [227, 1499, 376, 1513]
phd-row — [765, 1572, 1078, 1597]
kolab-row — [13, 1177, 376, 1204]
ad-bda — [388, 1270, 750, 1730]
table-cell: Last date / time of receipt of bids in the portal — [786, 1536, 907, 1572]
ad-corrigendum — [1092, 1270, 1494, 1740]
career-line2: Appointment — [414, 1776, 544, 1800]
timber-story — [952, 870, 1494, 1265]
table-cell: ୦୬ — [585, 1975, 638, 1989]
water-body: ବଲ୍ଲଭୀ, ୧୧।୫(ଓ.ଆ.ଯ.)- ବଲ୍ଲଭୀ ବ୍ଲକ ଅନ୍ତର୍ଗତ ଆଉଗଡ଼ା ଗ୍ରାମରେ ନୂତନ ପାନୀୟଜଳ ଯୋଗାଣ ପ୍ରକଳ୍ପର ଉଦ୍‌ଘାଟନ ହୋଇଛି। ମୁଖ୍ୟ ଅତିଥି ଭାବେ ସ୍ଥାନୀୟ ବିଧାୟକ ଯୋଗଦେଇ ପ୍ରକଳ୍ପକୁ ଲୋକାର୍ପଣ କରିଥିଲେ। ଏହି ପ୍ରକଳ୍ପ ଦ୍ୱାରା ଗ୍ରାମର ୨୫୦ ପରିବାର ଉପକୃତ ହେବେ। ଗ୍ରାମ ସରପଞ୍ଚ, ସମିତି ସଭ୍ୟ ଓ ବିଭାଗୀୟ ଅଧିକାରୀମାନେ ଉପସ୍ଥିତ ଥିଲେ। ଆରଡବ୍ଲ୍ୟୁଏସଏସ ବିଭାଗ ପକ୍ଷରୁ ପ୍ରକଳ୍ପ କାର୍ଯ୍ୟ ସମ୍ପାଦିତ ହୋଇଛି ଏବଂ ଆଗାମୀ ଦିନରେ ଅଞ୍ଚଳର ଅନ୍ୟ ଗ୍ରାମରେ ମଧ୍ୟ ଏହିଭଳି ପ୍ରକଳ୍ପ କାର୍ଯ୍ୟକାରୀ ହେବ ବୋଲି ଜଣାଯାଇଛି। — [192, 571, 342, 824]
left-story — [6, 60, 182, 850]
table-cell: ୨୨।୦୬।୨୦୧୬ — [737, 2129, 836, 2143]
table-cell: 1 — [13, 2158, 45, 2172]
table-cell: 01 — [765, 1400, 786, 1436]
table-cell: ୧୩ — [585, 2073, 638, 2087]
ohpc-title: ODISHA HYDRO POWER CORPORATION LIMITED — [12, 1904, 465, 1924]
table-cell: ଗ୍ରା.ପ. ସମ୍ପ୍ରସାରଣ ଅଧିକାରୀ — [936, 1933, 1148, 1947]
water-headline: ପାନୀୟଜଳ ଯୋଗାଣ ପ୍ରକଳ୍ପ ଉଦ୍‌ଘାଟିତ — [200, 510, 909, 560]
table-cell: ୧୫।୦୬।୨୦୧୬ — [737, 2045, 836, 2059]
phd-no: No. 29-C:- — [764, 1388, 821, 1400]
timber-headline: କେନ୍ଦ୍ରୀୟ ଟିମ୍ବର ତାଲିମ କେନ୍ଦ୍ର ପରିଦର୍ଶନ — [958, 871, 1397, 947]
table-cell: Rs.3.41 lakhs to Rs.15.42 lakhs — [174, 1066, 375, 1081]
table-cell: ୧୪ — [585, 2087, 638, 2101]
corr-item-1: (i) "Construction of Black top Service road including slope protection works of Jambhira Left Main Canal from RD 00M to RD 20,000M" :- "WBM / WMM Metalling Work on Irrigation Main Canal / Distributory Canal = 7.50 KM" is substituted by "WBM / WMM Metalling Work = 4421.00 Cum" — [1100, 1395, 1486, 1447]
table-cell: Rs.10,000/- — [485, 2172, 561, 2219]
table-cell: ପୂର୍ବାହ୍ନ ୧୦.୦୦ — [836, 1919, 936, 1933]
table-cell: ପୂର୍ବାହ୍ନ ୧୦.୦୦ — [836, 1947, 936, 1961]
table-cell: ଗ୍ରା.ପ. ସମ୍ପ୍ରସାରଣ ଅଧିକାରୀ — [936, 2003, 1148, 2017]
table-cell: 4 — [13, 1081, 29, 1096]
phd-table — [764, 1400, 1078, 1623]
table-cell: ଗ୍ରା.ପ. ସମ୍ପ୍ରସାରଣ ଅଧିକାରୀ — [936, 2017, 1148, 2031]
cricket-body: ବସ୍ତା, ୧୧।୫(ଓ.ଆ.ଯ.)- ବସ୍ତା ବ୍ଲକ ଅନ୍ତର୍ଗତ ଗ୍ରାମ ପଡ଼ିଆରେ ଆୟୋଜିତ କ୍ରିକେଟ ଟୁର୍ଣ୍ଣାମେଣ୍ଟର ଫାଇନାଲରେ ଡେଞ୍ଜର ଇଲେଭେନ ଦଳ ଚାମ୍ପିୟନ ହୋଇଛି। ପ୍ରଥମେ ବ୍ୟାଟିଂ କରି ଡେଞ୍ଜର ଇଲେଭେନ ନିର୍ଦ୍ଧାରିତ ଓଭରରେ ବଡ଼ ସ୍କୋର ଗଢ଼ିଥିଲା। ଜବାବରେ ପ୍ରତିଦ୍ୱନ୍ଦ୍ୱୀ ଦଳ ଲକ୍ଷ୍ୟ ହାସଲ କରିବାରେ ବିଫଳ ହୋଇଥିଲା। ମ୍ୟାନ ଅଫ ଦି ମ୍ୟାଚ ଓ ମ୍ୟାନ ଅଫ ଦି ସିରିଜ ପୁରସ୍କାର ପ୍ରଦାନ କରାଯାଇଥିଲା। ଅତିଥିମାନେ ବିଜେତା ଦଳକୁ ଟ୍ରଫି ପ୍ରଦାନ କରିଥିଲେ। — [392, 910, 947, 984]
table-cell: ୨୧।୦୬।୨୦୧୬ — [737, 2115, 836, 2129]
kolab-intro: No. 129-A: Bid Documents consisting of work, Estimated Cost, Cost of Tender paper, EMD, Time of completion, Class of Contractors and the set of terms and conditions of contract and other necessary documents can be seen in Govt. Website i.e www.tendersodisha.gov.in. — [12, 972, 376, 1020]
table-cell: 8 — [13, 1177, 29, 1204]
ohpc-foot4: For details of terms & conditions, eligibility criteria and downloading the tender paper, please visit our website www.ohpcltd.com — [12, 2257, 539, 2281]
table-cell: : Rs.85.33 Lakhs — [906, 1436, 1077, 1450]
table-cell: ଗ୍ରା.ପ. ସମ୍ପ୍ରସାରଣ ଅଧିକାରୀ — [936, 1975, 1148, 1989]
mrampur-row — [585, 2031, 1148, 2045]
table-cell: ୨୦।୦୫।୨୦୧୬ — [55, 1461, 132, 1477]
mrampur-label: ବିଜ୍ଞାପନ — [801, 1780, 931, 1802]
corr-sign2: Subarnarekha & Budhabalanga Basin, Laxmiposi — [1184, 1598, 1486, 1612]
